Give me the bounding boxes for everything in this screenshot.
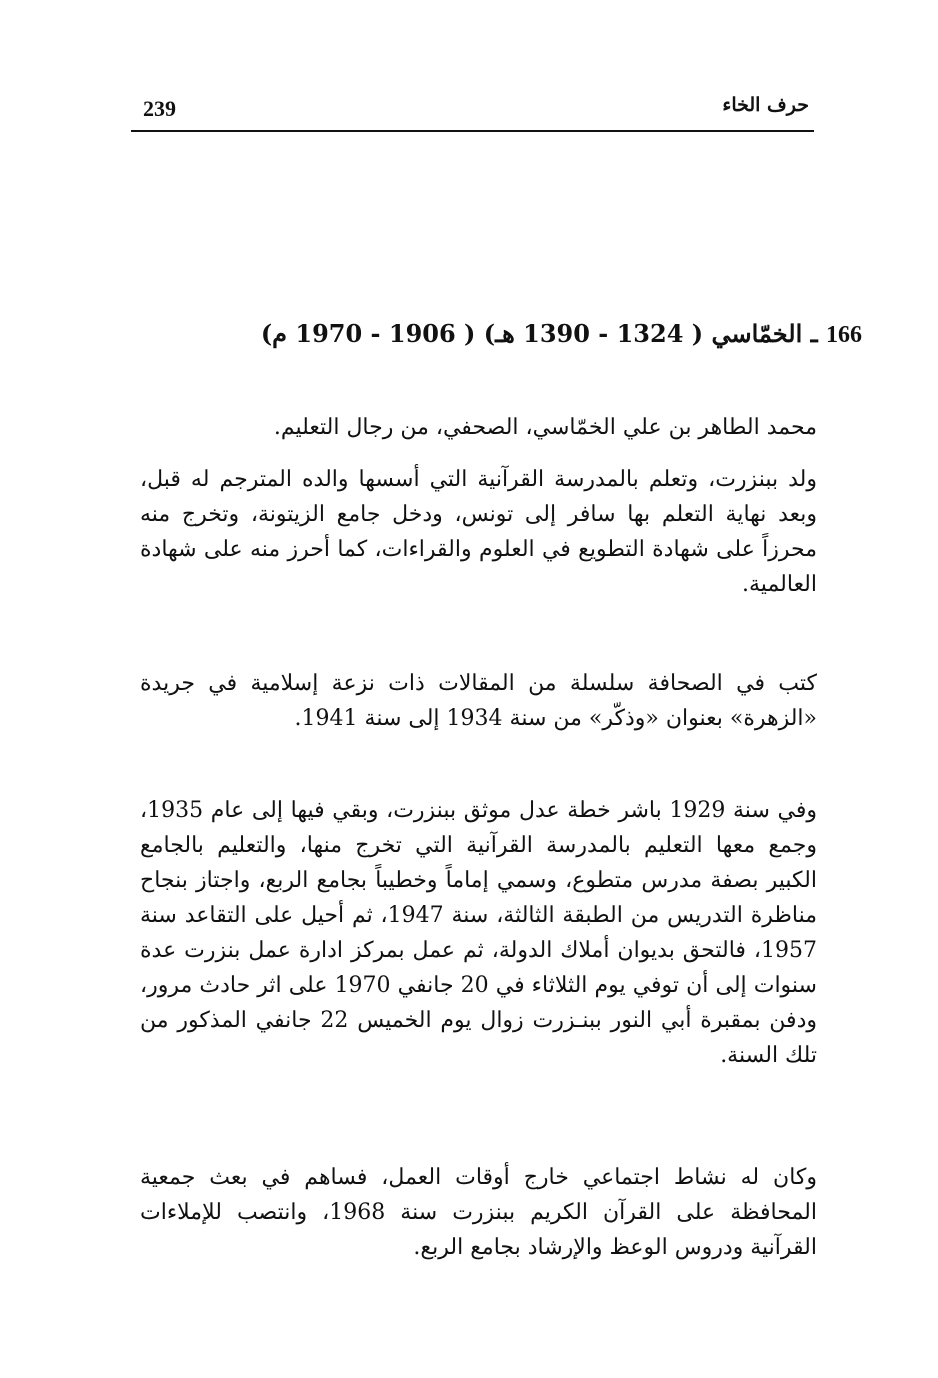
paragraph-career: وفي سنة 1929 باشر خطة عدل موثق ببنزرت، وبقي فيها إلى عام 1935، وجمع معها التعليم بالمدرسة القرآنية التي تخرج منها، والتعليم بالجامع الكبير بصفة مدرس متطوع، وسمي إماماً وخطيباً بجامع الربع، واجتاز بنجاح مناظرة التدريس من الطبقة الثالثة، سنة 1947، ثم أحيل على التقاعد سنة 1957، فالتحق بديوان أملاك الدولة، ثم عمل بمركز ادارة عمل بنزرت عدة سنوات إلى أن توفي يوم الثلاثاء في 20 جانفي 1970 على اثر حادث مرور، ودفن بمقبرة أبي النور ببنـزرت زوال يوم الخميس 22 جانفي المذكور من تلك السنة. <box>140 798 818 1068</box>
entry-title: ـ الخمّاسي ( 1324 - 1390 هـ) ( 1906 - 1970 م) <box>260 319 818 348</box>
running-head: حرف الخاء <box>722 94 809 116</box>
entry-number: 166 <box>826 322 862 348</box>
page-number: 239 <box>143 96 176 121</box>
paragraph-journalism: كتب في الصحافة سلسلة من المقالات ذات نزعة إسلامية في جريدة «الزهرة» بعنوان «وذكّر» من سنة 1934 إلى سنة 1941. <box>140 671 817 731</box>
paragraph-social-activity: وكان له نشاط اجتماعي خارج أوقات العمل، فساهم في بعث جمعية المحافظة على القرآن الكريم ببنزرت سنة 1968، وانتصب للإملاءات القرآنية ودروس الوعظ والإرشاد بجامع الربع. <box>140 1165 817 1260</box>
entry-heading <box>242 318 862 351</box>
paragraph-education: ولد ببنزرت، وتعلم بالمدرسة القرآنية التي أسسها والده المترجم له قبل، وبعد نهاية التعلم بها سافر إلى تونس، ودخل جامع الزيتونة، وتخرج منه محرزاً على شهادة التطويع في العلوم والقراءات، كما أحرز منه على شهادة العالمية. <box>140 467 817 597</box>
header-rule <box>131 130 814 132</box>
paragraph-intro: محمد الطاهر بن علي الخمّاسي، الصحفي، من رجال التعليم. <box>273 415 817 440</box>
